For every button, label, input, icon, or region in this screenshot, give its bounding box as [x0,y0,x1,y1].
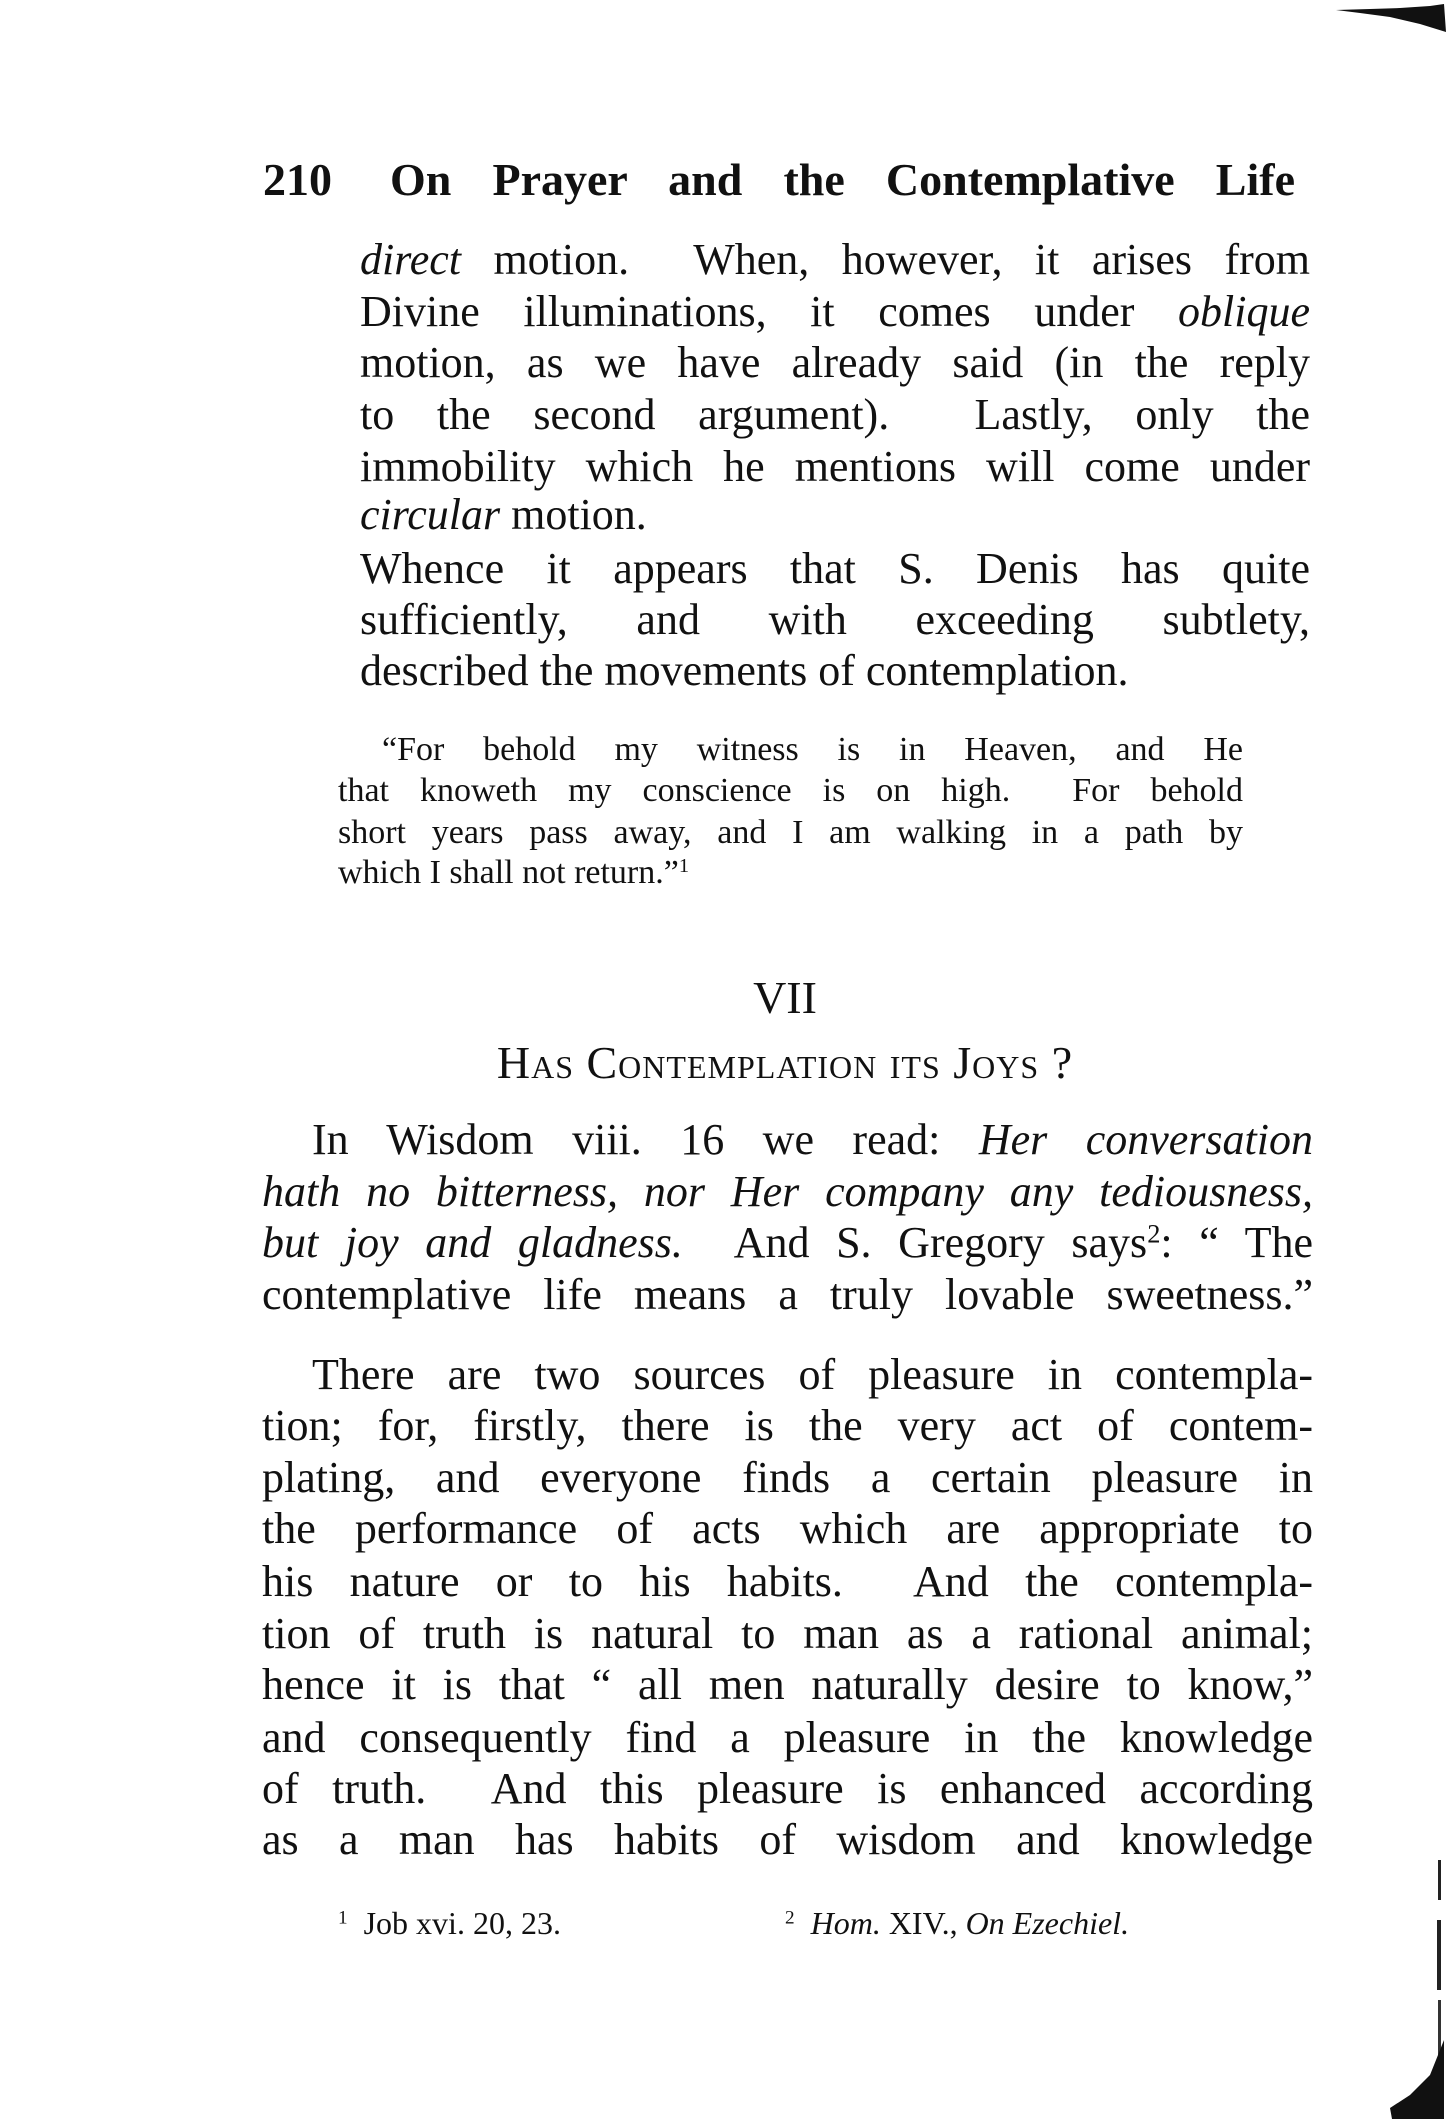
text-run: tion; for, firstly, there is the very act of contem- [262,1401,1313,1450]
text-run: In Wisdom viii. 16 we read: [312,1115,979,1164]
text-run: to the second argument). Lastly, only the [360,390,1310,439]
italic-text: hath no bitterness, nor Her company any tediousness, [262,1167,1313,1216]
text-line [262,1764,1313,1813]
text-run: motion. When, however, it arises from [461,235,1310,284]
footnote-marker: 2 [785,1907,795,1929]
text-run: described the movements of contemplation. [360,646,1129,695]
text-run: short years pass away, and I am walking in a path by [338,814,1243,851]
text-run: contemplative life means a truly lovable sweetness.” [262,1270,1313,1319]
text-line [360,390,1310,439]
italic-text: Hom. [810,1905,881,1941]
quote-line [382,733,1243,767]
text-line [360,338,1310,387]
text-line [312,1115,1313,1164]
text-run: Whence it appears that S. Denis has quite [360,544,1310,593]
text-line [262,1401,1313,1450]
quote-line [338,774,1243,808]
text-line [312,1350,1313,1399]
footnote-text [811,1905,1129,1941]
text-line [262,1167,1313,1216]
footnote-2 [785,1907,1129,1939]
text-line [262,1270,1313,1319]
text-line [262,1557,1313,1606]
text-line [262,1660,1313,1709]
text-run: motion. [500,490,647,539]
scan-edge-artifact-top [1330,0,1450,40]
text-line [262,1453,1313,1502]
footnote-text [364,1905,561,1941]
text-line [262,1504,1313,1553]
section-number: VII [753,972,817,1023]
text-line [262,1218,1314,1267]
text-line [360,544,1310,593]
italic-text: oblique [1178,287,1310,336]
text-run: hence it is that “ all men naturally desire to know,” [262,1660,1313,1709]
quote-line [338,816,1243,850]
italic-text: direct [360,235,461,284]
text-run: Job xvi. 20, 23. [363,1905,561,1941]
text-run: motion, as we have already said (in the reply [360,338,1310,387]
text-run: plating, and everyone finds a certain pleasure in [262,1453,1313,1502]
text-run: XIV., [880,1905,966,1941]
text-run: There are two sources of pleasure in contempla- [312,1350,1313,1399]
text-run: and consequently find a pleasure in the knowledge [262,1713,1313,1762]
text-run: And S. Gregory says [682,1218,1148,1267]
italic-text: circular [360,490,501,539]
text-line [262,1713,1313,1762]
text-run: which I shall not return.” [338,854,679,891]
text-run: the performance of acts which are appropriate to [262,1504,1313,1553]
text-line [262,1609,1313,1658]
footnote-marker: 1 [338,1907,348,1929]
page-number: 210 [263,154,332,205]
text-run: as a man has habits of wisdom and knowledge [262,1815,1313,1864]
footnote-reference: 2 [1147,1218,1161,1249]
text-run: Divine illuminations, it comes under [360,287,1179,336]
text-line [262,1815,1313,1864]
running-title: On Prayer and the Contemplative Life [390,154,1295,205]
text-line [360,235,1310,284]
text-run: : “ The [1160,1218,1314,1267]
footnote-reference: 1 [678,854,690,877]
scan-edge-artifact-bottom [1380,1840,1450,2119]
text-run: immobility which he mentions will come under [360,442,1310,491]
italic-text: but joy and gladness. [262,1218,683,1267]
text-run: sufficiently, and with exceeding subtlety, [360,595,1310,644]
text-line [360,595,1310,644]
footnote-1 [338,1907,561,1939]
italic-text: On Ezechiel. [965,1905,1130,1941]
text-run: his nature or to his habits. And the contempla- [262,1557,1313,1606]
text-line [360,442,1310,491]
text-line [360,646,1310,695]
text-run: tion of truth is natural to man as a rational animal; [262,1609,1313,1658]
text-run: that knoweth my conscience is on high. For behold [338,772,1243,809]
text-run: of truth. And this pleasure is enhanced according [262,1764,1313,1813]
text-line [360,287,1310,336]
quote-line [338,856,1243,890]
text-line [360,490,1310,539]
text-run: “For behold my witness is in Heaven, and He [382,731,1243,768]
section-title: Has Contemplation its Joys ? [496,1037,1074,1088]
italic-text: Her conversation [978,1115,1313,1164]
